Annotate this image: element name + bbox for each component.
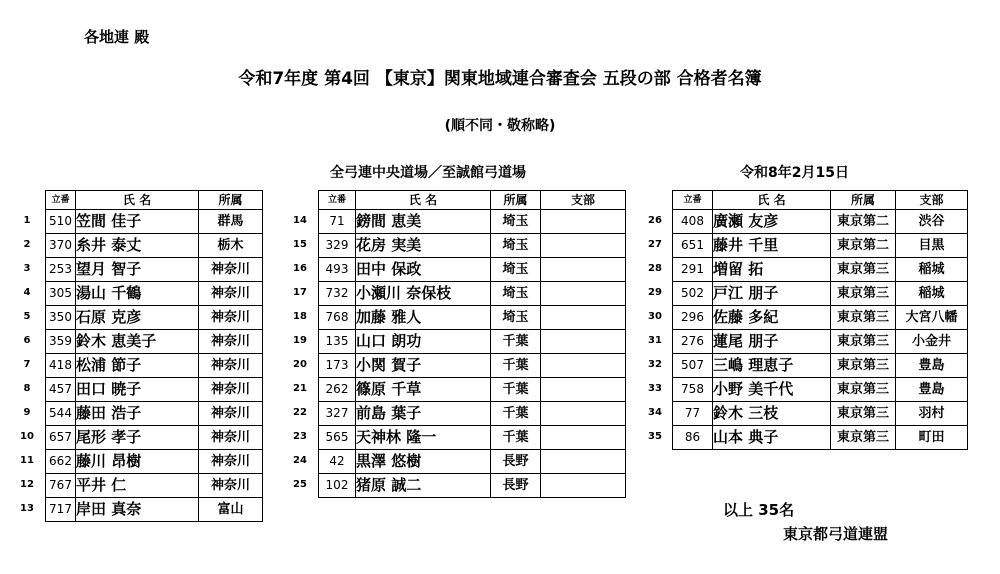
bib-number: 102 (319, 474, 356, 498)
issuing-federation: 東京都弓道連盟 (783, 525, 889, 543)
bib-number: 86 (673, 426, 713, 450)
sequence-number: 2 (23, 239, 31, 250)
sequence-number: 13 (20, 503, 34, 514)
branch: 稲城 (896, 258, 968, 282)
table-row (319, 354, 626, 378)
branch (541, 330, 626, 354)
sequence-number: 10 (20, 431, 34, 442)
member-name: 平井 仁 (76, 474, 199, 498)
total-summary: 以上 35名 (723, 501, 795, 519)
affiliation: 神奈川 (199, 378, 263, 402)
affiliation: 千葉 (491, 402, 541, 426)
affiliation: 長野 (491, 450, 541, 474)
affiliation: 東京第三 (831, 378, 896, 402)
column-header-bib: 立番 (319, 191, 356, 210)
bib-number: 493 (319, 258, 356, 282)
table-row (319, 234, 626, 258)
branch: 町田 (896, 426, 968, 450)
affiliation: 神奈川 (199, 354, 263, 378)
bib-number: 291 (673, 258, 713, 282)
bib-number: 732 (319, 282, 356, 306)
branch: 小金井 (896, 330, 968, 354)
member-name: 天神林 隆一 (356, 426, 491, 450)
affiliation: 栃木 (199, 234, 263, 258)
bib-number: 502 (673, 282, 713, 306)
bib-number: 370 (46, 234, 76, 258)
member-name: 蓮尾 朋子 (713, 330, 831, 354)
member-name: 尾形 孝子 (76, 426, 199, 450)
member-name: 小野 美千代 (713, 378, 831, 402)
bib-number: 173 (319, 354, 356, 378)
bib-number: 717 (46, 498, 76, 522)
sequence-number: 21 (293, 383, 307, 394)
branch (541, 450, 626, 474)
sequence-number: 18 (293, 311, 307, 322)
table-row (673, 282, 968, 306)
bib-number: 408 (673, 210, 713, 234)
branch: 目黒 (896, 234, 968, 258)
sequence-number: 6 (23, 335, 31, 346)
member-name: 鎊間 恵美 (356, 210, 491, 234)
bib-number: 507 (673, 354, 713, 378)
bib-number: 662 (46, 450, 76, 474)
table-row (319, 210, 626, 234)
bib-number: 327 (319, 402, 356, 426)
affiliation: 神奈川 (199, 426, 263, 450)
table-row (319, 402, 626, 426)
member-name: 戸江 朋子 (713, 282, 831, 306)
sequence-number: 29 (648, 287, 662, 298)
sequence-number: 8 (23, 383, 31, 394)
affiliation: 東京第三 (831, 402, 896, 426)
table-row (46, 498, 263, 522)
affiliation: 神奈川 (199, 450, 263, 474)
table-header-row (46, 191, 263, 210)
table-row (673, 378, 968, 402)
bib-number: 296 (673, 306, 713, 330)
bib-number: 71 (319, 210, 356, 234)
passer-table-1 (45, 190, 263, 522)
table-row (46, 210, 263, 234)
sequence-number: 34 (648, 407, 662, 418)
affiliation: 千葉 (491, 378, 541, 402)
bib-number: 135 (319, 330, 356, 354)
member-name: 黒澤 悠樹 (356, 450, 491, 474)
sequence-number: 24 (293, 455, 307, 466)
column-header-name: 氏 名 (356, 191, 491, 210)
affiliation: 東京第二 (831, 210, 896, 234)
column-header-affiliation: 所属 (831, 191, 896, 210)
bib-number: 768 (319, 306, 356, 330)
column-header-name: 氏 名 (76, 191, 199, 210)
member-name: 花房 実美 (356, 234, 491, 258)
member-name: 糸井 泰丈 (76, 234, 199, 258)
column-header-bib: 立番 (46, 191, 76, 210)
affiliation: 東京第三 (831, 306, 896, 330)
bib-number: 758 (673, 378, 713, 402)
table-row (319, 306, 626, 330)
bib-number: 565 (319, 426, 356, 450)
member-name: 鈴木 三枝 (713, 402, 831, 426)
column-header-affiliation: 所属 (199, 191, 263, 210)
sequence-number: 33 (648, 383, 662, 394)
member-name: 小瀬川 奈保枝 (356, 282, 491, 306)
table-row (46, 450, 263, 474)
table-row (673, 402, 968, 426)
affiliation: 千葉 (491, 426, 541, 450)
affiliation: 長野 (491, 474, 541, 498)
sequence-number: 3 (23, 263, 31, 274)
bib-number: 651 (673, 234, 713, 258)
sequence-number: 22 (293, 407, 307, 418)
venue: 全弓連中央道場／至誠館弓道場 (330, 165, 526, 181)
member-name: 鈴木 恵美子 (76, 330, 199, 354)
branch: 豊島 (896, 378, 968, 402)
bib-number: 350 (46, 306, 76, 330)
passer-table-3 (672, 190, 968, 450)
affiliation: 富山 (199, 498, 263, 522)
column-header-name: 氏 名 (713, 191, 831, 210)
branch: 豊島 (896, 354, 968, 378)
bib-number: 457 (46, 378, 76, 402)
table-row (673, 258, 968, 282)
affiliation: 東京第三 (831, 426, 896, 450)
table-row (319, 378, 626, 402)
table-header-row (319, 191, 626, 210)
bib-number: 276 (673, 330, 713, 354)
table-row (46, 474, 263, 498)
member-name: 篠原 千草 (356, 378, 491, 402)
sequence-number: 28 (648, 263, 662, 274)
sequence-number: 23 (293, 431, 307, 442)
affiliation: 神奈川 (199, 474, 263, 498)
sequence-number: 32 (648, 359, 662, 370)
sequence-number: 25 (293, 479, 307, 490)
table-row (46, 330, 263, 354)
bib-number: 305 (46, 282, 76, 306)
bib-number: 510 (46, 210, 76, 234)
table-row (46, 354, 263, 378)
table-row (673, 426, 968, 450)
table-row (46, 306, 263, 330)
table-row (46, 282, 263, 306)
bib-number: 42 (319, 450, 356, 474)
affiliation: 東京第三 (831, 258, 896, 282)
sequence-number: 9 (23, 407, 31, 418)
document-subtitle: (順不同・敬称略) (444, 118, 556, 134)
sequence-number: 19 (293, 335, 307, 346)
branch (541, 402, 626, 426)
table-row (46, 378, 263, 402)
member-name: 三嶋 理恵子 (713, 354, 831, 378)
member-name: 藤井 千里 (713, 234, 831, 258)
member-name: 山本 典子 (713, 426, 831, 450)
branch (541, 258, 626, 282)
branch: 羽村 (896, 402, 968, 426)
column-header-branch: 支部 (541, 191, 626, 210)
affiliation: 東京第二 (831, 234, 896, 258)
affiliation: 埼玉 (491, 210, 541, 234)
table-row (46, 402, 263, 426)
table-header-row (673, 191, 968, 210)
affiliation: 神奈川 (199, 402, 263, 426)
table-row (319, 258, 626, 282)
member-name: 松浦 節子 (76, 354, 199, 378)
member-name: 笠間 佳子 (76, 210, 199, 234)
column-header-bib: 立番 (673, 191, 713, 210)
member-name: 猪原 誠二 (356, 474, 491, 498)
member-name: 増留 拓 (713, 258, 831, 282)
member-name: 藤川 昂樹 (76, 450, 199, 474)
affiliation: 埼玉 (491, 234, 541, 258)
branch (541, 234, 626, 258)
document-title: 令和7年度 第4回 【東京】関東地域連合審査会 五段の部 合格者名簿 (238, 69, 762, 89)
sequence-number: 15 (293, 239, 307, 250)
bib-number: 657 (46, 426, 76, 450)
affiliation: 神奈川 (199, 330, 263, 354)
affiliation: 埼玉 (491, 282, 541, 306)
sequence-number: 20 (293, 359, 307, 370)
member-name: 廣瀬 友彦 (713, 210, 831, 234)
affiliation: 神奈川 (199, 258, 263, 282)
member-name: 湯山 千鶴 (76, 282, 199, 306)
affiliation: 千葉 (491, 354, 541, 378)
member-name: 岸田 真奈 (76, 498, 199, 522)
table-row (319, 474, 626, 498)
sequence-number: 5 (23, 311, 31, 322)
table-row (673, 306, 968, 330)
member-name: 藤田 浩子 (76, 402, 199, 426)
sequence-number: 31 (648, 335, 662, 346)
branch: 渋谷 (896, 210, 968, 234)
table-row (673, 210, 968, 234)
sequence-number: 27 (648, 239, 662, 250)
sequence-number: 35 (648, 431, 662, 442)
sequence-number: 14 (293, 215, 307, 226)
member-name: 田中 保政 (356, 258, 491, 282)
passer-table-2 (318, 190, 626, 498)
branch (541, 282, 626, 306)
table-row (673, 354, 968, 378)
branch (541, 474, 626, 498)
sequence-number: 1 (23, 215, 31, 226)
affiliation: 東京第三 (831, 282, 896, 306)
member-name: 山口 朗功 (356, 330, 491, 354)
affiliation: 東京第三 (831, 354, 896, 378)
branch (541, 426, 626, 450)
bib-number: 418 (46, 354, 76, 378)
sequence-number: 26 (648, 215, 662, 226)
branch: 大宮八幡 (896, 306, 968, 330)
table-row (319, 426, 626, 450)
affiliation: 埼玉 (491, 258, 541, 282)
table-row (673, 234, 968, 258)
branch (541, 306, 626, 330)
bib-number: 253 (46, 258, 76, 282)
sequence-number: 30 (648, 311, 662, 322)
sequence-number: 12 (20, 479, 34, 490)
table-row (673, 330, 968, 354)
affiliation: 千葉 (491, 330, 541, 354)
affiliation: 群馬 (199, 210, 263, 234)
bib-number: 262 (319, 378, 356, 402)
table-row (46, 258, 263, 282)
branch (541, 210, 626, 234)
exam-date: 令和8年2月15日 (740, 165, 849, 181)
bib-number: 77 (673, 402, 713, 426)
bib-number: 767 (46, 474, 76, 498)
member-name: 前島 葉子 (356, 402, 491, 426)
sequence-number: 11 (20, 455, 34, 466)
table-row (319, 282, 626, 306)
sequence-number: 16 (293, 263, 307, 274)
sequence-number: 4 (23, 287, 31, 298)
affiliation: 東京第三 (831, 330, 896, 354)
table-row (46, 234, 263, 258)
table-row (46, 426, 263, 450)
branch: 稲城 (896, 282, 968, 306)
bib-number: 359 (46, 330, 76, 354)
affiliation: 神奈川 (199, 282, 263, 306)
affiliation: 埼玉 (491, 306, 541, 330)
column-header-affiliation: 所属 (491, 191, 541, 210)
column-header-branch: 支部 (896, 191, 968, 210)
branch (541, 378, 626, 402)
table-row (319, 330, 626, 354)
member-name: 望月 智子 (76, 258, 199, 282)
sequence-number: 17 (293, 287, 307, 298)
member-name: 佐藤 多紀 (713, 306, 831, 330)
branch (541, 354, 626, 378)
affiliation: 神奈川 (199, 306, 263, 330)
table-row (319, 450, 626, 474)
sequence-number: 7 (23, 359, 31, 370)
member-name: 小関 賀子 (356, 354, 491, 378)
member-name: 田口 暁子 (76, 378, 199, 402)
addressee: 各地連 殿 (84, 28, 150, 46)
member-name: 加藤 雅人 (356, 306, 491, 330)
bib-number: 544 (46, 402, 76, 426)
member-name: 石原 克彦 (76, 306, 199, 330)
bib-number: 329 (319, 234, 356, 258)
